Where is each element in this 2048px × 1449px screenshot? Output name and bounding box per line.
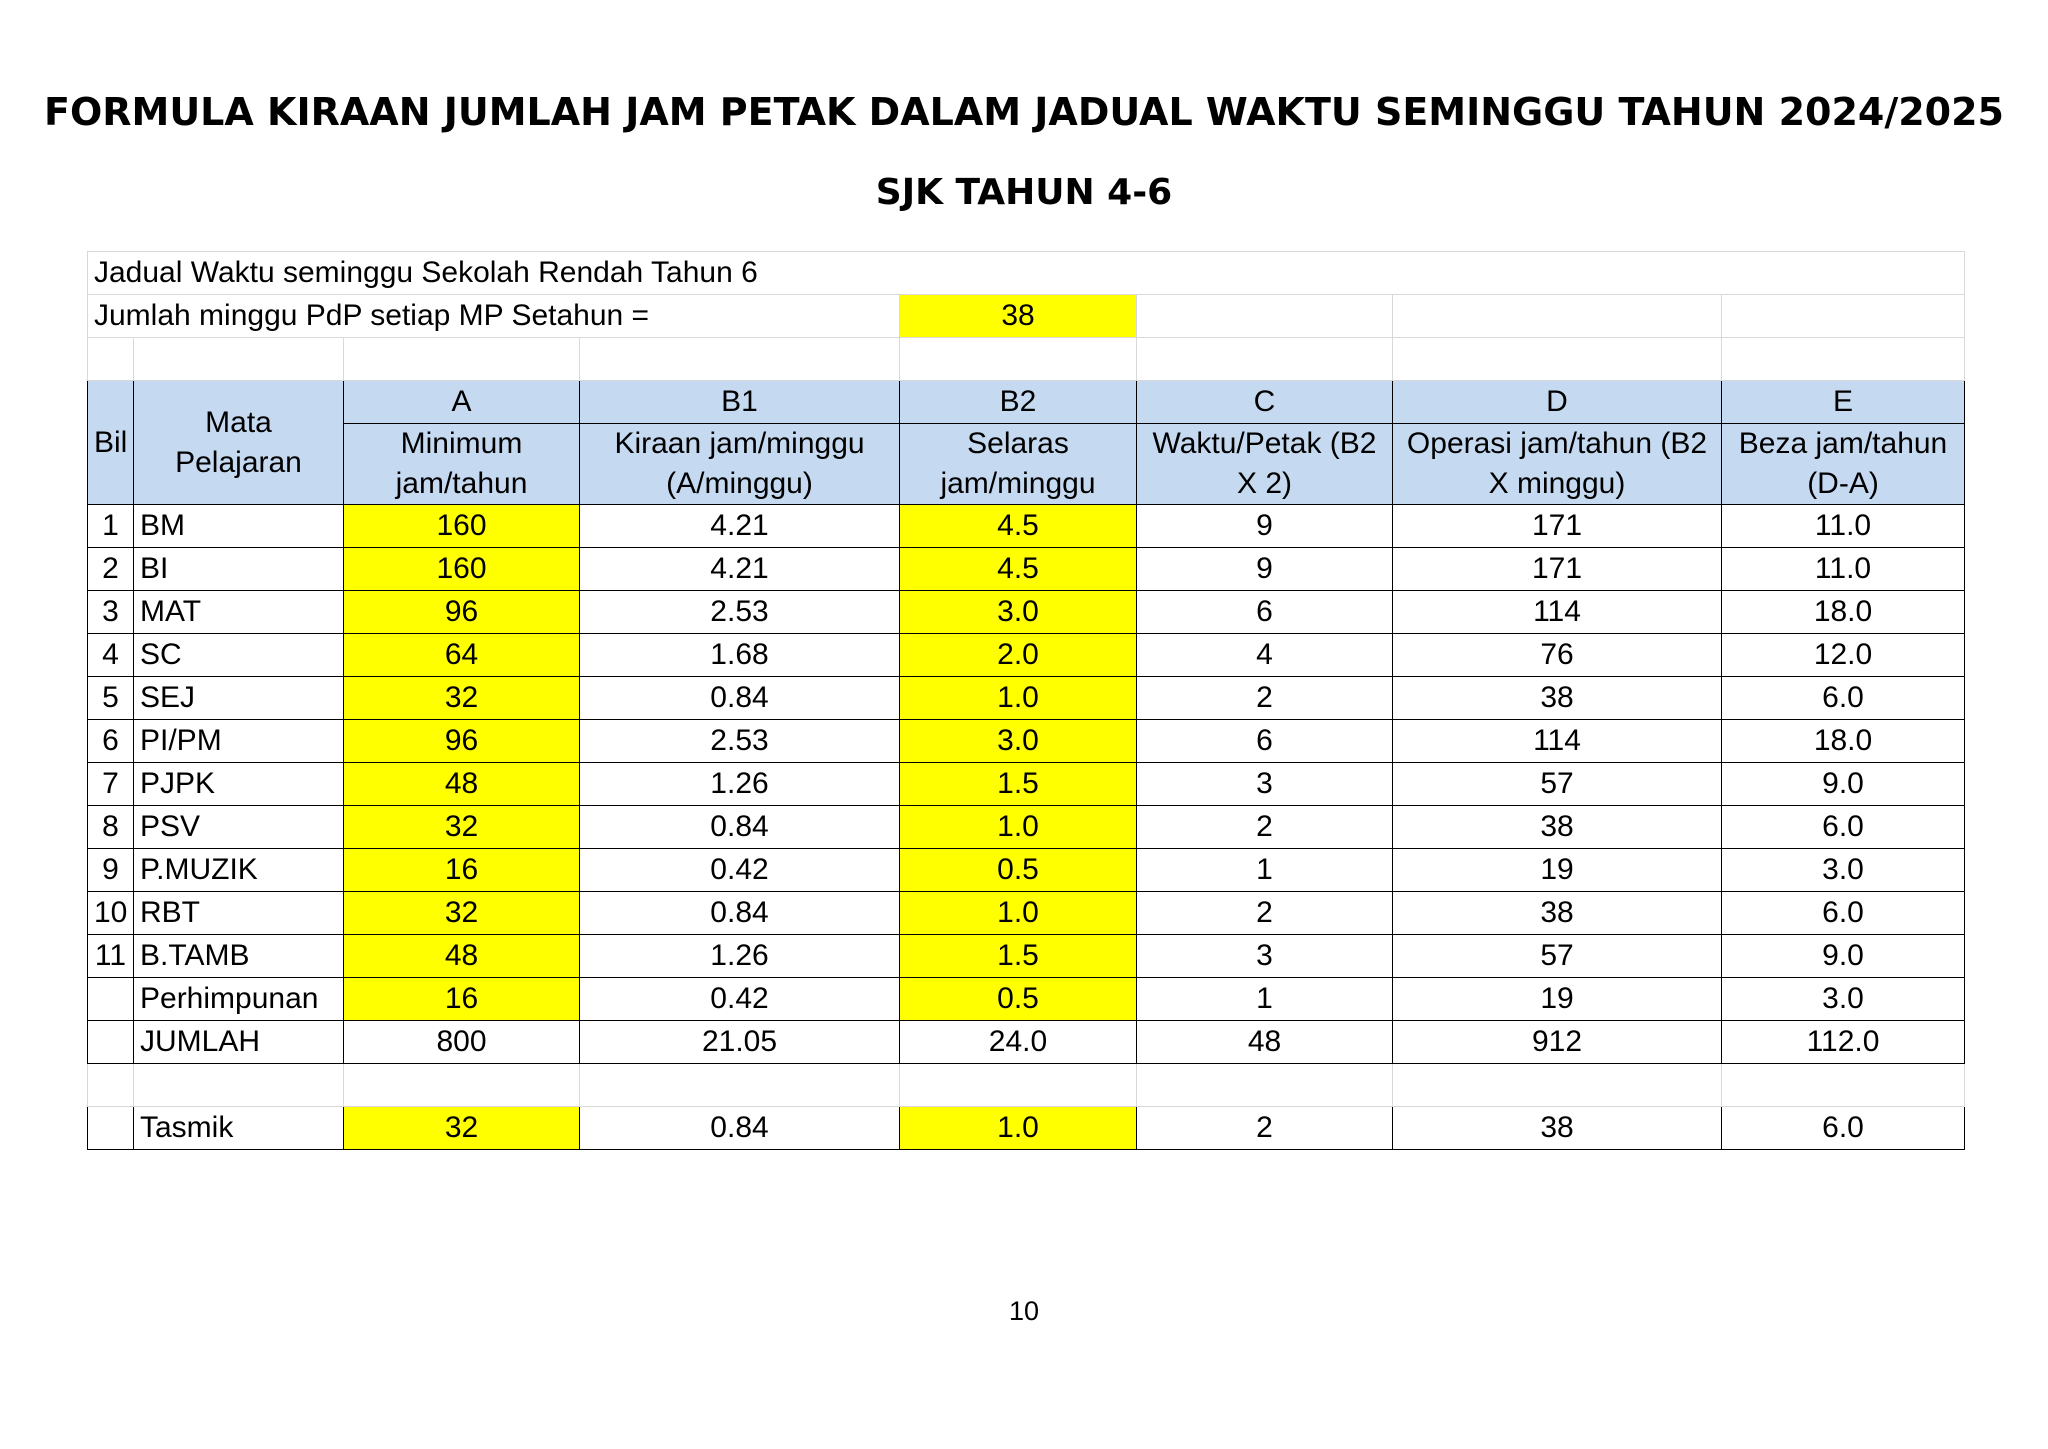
cell-e: 11.0 (1722, 548, 1965, 591)
cell-d: 114 (1393, 720, 1722, 763)
cell-e: 11.0 (1722, 505, 1965, 548)
header-subject: Mata Pelajaran (134, 381, 344, 505)
cell-d: 57 (1393, 763, 1722, 806)
cell-b2: 2.0 (900, 634, 1137, 677)
table-row (88, 892, 1965, 935)
cell-subject: RBT (134, 892, 344, 935)
table-row (88, 548, 1965, 591)
cell-subject: B.TAMB (134, 935, 344, 978)
cell-b1: 4.21 (580, 548, 900, 591)
header-c-desc: Waktu/Petak (B2 X 2) (1137, 424, 1393, 505)
cell-a: 96 (344, 720, 580, 763)
cell-e: 9.0 (1722, 763, 1965, 806)
cell-b1: 4.21 (580, 505, 900, 548)
cell-c: 9 (1137, 505, 1393, 548)
cell-bil: 1 (88, 505, 134, 548)
cell-a: 48 (344, 763, 580, 806)
cell-bil: 11 (88, 935, 134, 978)
header-b1-desc: Kiraan jam/minggu (A/minggu) (580, 424, 900, 505)
cell-e: 6.0 (1722, 892, 1965, 935)
header-bil: Bil (88, 381, 134, 505)
table-row (88, 806, 1965, 849)
cell-c: 2 (1137, 806, 1393, 849)
cell-d: 57 (1393, 935, 1722, 978)
cell-bil: 2 (88, 548, 134, 591)
table-row (88, 591, 1965, 634)
weeks-label: Jumlah minggu PdP setiap MP Setahun = (88, 295, 900, 338)
total-label: JUMLAH (134, 1021, 344, 1064)
cell-a: 96 (344, 591, 580, 634)
cell-c: 1 (1137, 978, 1393, 1021)
cell-d: 38 (1393, 892, 1722, 935)
tasmik-b2: 1.0 (900, 1107, 1137, 1150)
cell-c: 6 (1137, 591, 1393, 634)
cell-b1: 0.42 (580, 849, 900, 892)
cell-d: 38 (1393, 677, 1722, 720)
cell-b1: 0.84 (580, 892, 900, 935)
cell-d: 76 (1393, 634, 1722, 677)
table-row (88, 849, 1965, 892)
cell-c: 6 (1137, 720, 1393, 763)
cell-c: 4 (1137, 634, 1393, 677)
header-a-desc: Minimum jam/tahun (344, 424, 580, 505)
cell-subject: BM (134, 505, 344, 548)
cell-a: 16 (344, 978, 580, 1021)
tasmik-d: 38 (1393, 1107, 1722, 1150)
cell-c: 2 (1137, 892, 1393, 935)
table-row (88, 978, 1965, 1021)
cell-a: 64 (344, 634, 580, 677)
cell-b2: 3.0 (900, 720, 1137, 763)
table-caption: Jadual Waktu seminggu Sekolah Rendah Tahun 6 (88, 252, 1965, 295)
header-a: A (344, 381, 580, 424)
document-subtitle: SJK TAHUN 4-6 (875, 172, 1173, 213)
total-e: 112.0 (1722, 1021, 1965, 1064)
total-b2: 24.0 (900, 1021, 1137, 1064)
cell-d: 171 (1393, 548, 1722, 591)
cell-subject: MAT (134, 591, 344, 634)
cell-bil: 10 (88, 892, 134, 935)
table-row (88, 505, 1965, 548)
cell-b2: 1.0 (900, 806, 1137, 849)
tasmik-c: 2 (1137, 1107, 1393, 1150)
cell-bil: 6 (88, 720, 134, 763)
caption-row (88, 252, 1965, 295)
cell-e: 18.0 (1722, 591, 1965, 634)
tasmik-a: 32 (344, 1107, 580, 1150)
total-a: 800 (344, 1021, 580, 1064)
cell-c: 9 (1137, 548, 1393, 591)
tasmik-label: Tasmik (134, 1107, 344, 1150)
cell-bil: 9 (88, 849, 134, 892)
cell-b1: 2.53 (580, 591, 900, 634)
total-d: 912 (1393, 1021, 1722, 1064)
cell-a: 48 (344, 935, 580, 978)
cell-c: 1 (1137, 849, 1393, 892)
cell-bil: 5 (88, 677, 134, 720)
cell-b2: 3.0 (900, 591, 1137, 634)
header-c: C (1137, 381, 1393, 424)
table-row (88, 634, 1965, 677)
cell-d: 38 (1393, 806, 1722, 849)
cell-d: 19 (1393, 849, 1722, 892)
cell-e: 9.0 (1722, 935, 1965, 978)
cell-c: 2 (1137, 677, 1393, 720)
tasmik-row (88, 1107, 1965, 1150)
cell-a: 32 (344, 677, 580, 720)
cell-a: 32 (344, 806, 580, 849)
cell-d: 171 (1393, 505, 1722, 548)
cell-d: 114 (1393, 591, 1722, 634)
cell-bil (88, 978, 134, 1021)
table-row (88, 677, 1965, 720)
cell-b1: 0.84 (580, 677, 900, 720)
cell-b1: 0.42 (580, 978, 900, 1021)
cell-a: 16 (344, 849, 580, 892)
cell-subject: PSV (134, 806, 344, 849)
subject-rows (88, 505, 1965, 1021)
cell-e: 18.0 (1722, 720, 1965, 763)
cell-b2: 0.5 (900, 978, 1137, 1021)
header-b2-desc: Selaras jam/minggu (900, 424, 1137, 505)
cell-b1: 0.84 (580, 806, 900, 849)
header-d: D (1393, 381, 1722, 424)
cell-b2: 0.5 (900, 849, 1137, 892)
cell-a: 160 (344, 548, 580, 591)
tasmik-e: 6.0 (1722, 1107, 1965, 1150)
spacer-row (88, 338, 1965, 381)
cell-e: 6.0 (1722, 806, 1965, 849)
table-row (88, 935, 1965, 978)
cell-b2: 1.5 (900, 763, 1137, 806)
total-row (88, 1021, 1965, 1064)
weeks-value: 38 (900, 295, 1137, 338)
table-row (88, 720, 1965, 763)
cell-subject: SEJ (134, 677, 344, 720)
cell-a: 160 (344, 505, 580, 548)
total-c: 48 (1137, 1021, 1393, 1064)
cell-bil: 8 (88, 806, 134, 849)
header-b2: B2 (900, 381, 1137, 424)
cell-b2: 1.0 (900, 892, 1137, 935)
header-b1: B1 (580, 381, 900, 424)
cell-bil: 3 (88, 591, 134, 634)
cell-e: 6.0 (1722, 677, 1965, 720)
table-row (88, 763, 1965, 806)
cell-b1: 1.26 (580, 935, 900, 978)
cell-subject: SC (134, 634, 344, 677)
tasmik-b1: 0.84 (580, 1107, 900, 1150)
header-d-desc: Operasi jam/tahun (B2 X minggu) (1393, 424, 1722, 505)
cell-subject: Perhimpunan (134, 978, 344, 1021)
cell-bil: 7 (88, 763, 134, 806)
cell-b1: 2.53 (580, 720, 900, 763)
header-e: E (1722, 381, 1965, 424)
cell-a: 32 (344, 892, 580, 935)
cell-b2: 4.5 (900, 548, 1137, 591)
cell-bil: 4 (88, 634, 134, 677)
spacer-row-2 (88, 1064, 1965, 1107)
document-title: FORMULA KIRAAN JUMLAH JAM PETAK DALAM JADUAL WAKTU SEMINGGU TAHUN 2024/2025 (43, 90, 2004, 134)
cell-e: 12.0 (1722, 634, 1965, 677)
cell-b2: 1.0 (900, 677, 1137, 720)
cell-c: 3 (1137, 763, 1393, 806)
header-e-desc: Beza jam/tahun (D-A) (1722, 424, 1965, 505)
cell-b2: 1.5 (900, 935, 1137, 978)
header-row-codes (88, 381, 1965, 424)
cell-b1: 1.68 (580, 634, 900, 677)
cell-b2: 4.5 (900, 505, 1137, 548)
weeks-row (88, 295, 1965, 338)
cell-subject: PJPK (134, 763, 344, 806)
cell-c: 3 (1137, 935, 1393, 978)
cell-subject: P.MUZIK (134, 849, 344, 892)
timetable-formula-table (87, 251, 1965, 1150)
cell-d: 19 (1393, 978, 1722, 1021)
cell-e: 3.0 (1722, 978, 1965, 1021)
total-b1: 21.05 (580, 1021, 900, 1064)
cell-subject: BI (134, 548, 344, 591)
cell-b1: 1.26 (580, 763, 900, 806)
cell-subject: PI/PM (134, 720, 344, 763)
cell-e: 3.0 (1722, 849, 1965, 892)
page-number: 10 (1008, 1296, 1040, 1326)
